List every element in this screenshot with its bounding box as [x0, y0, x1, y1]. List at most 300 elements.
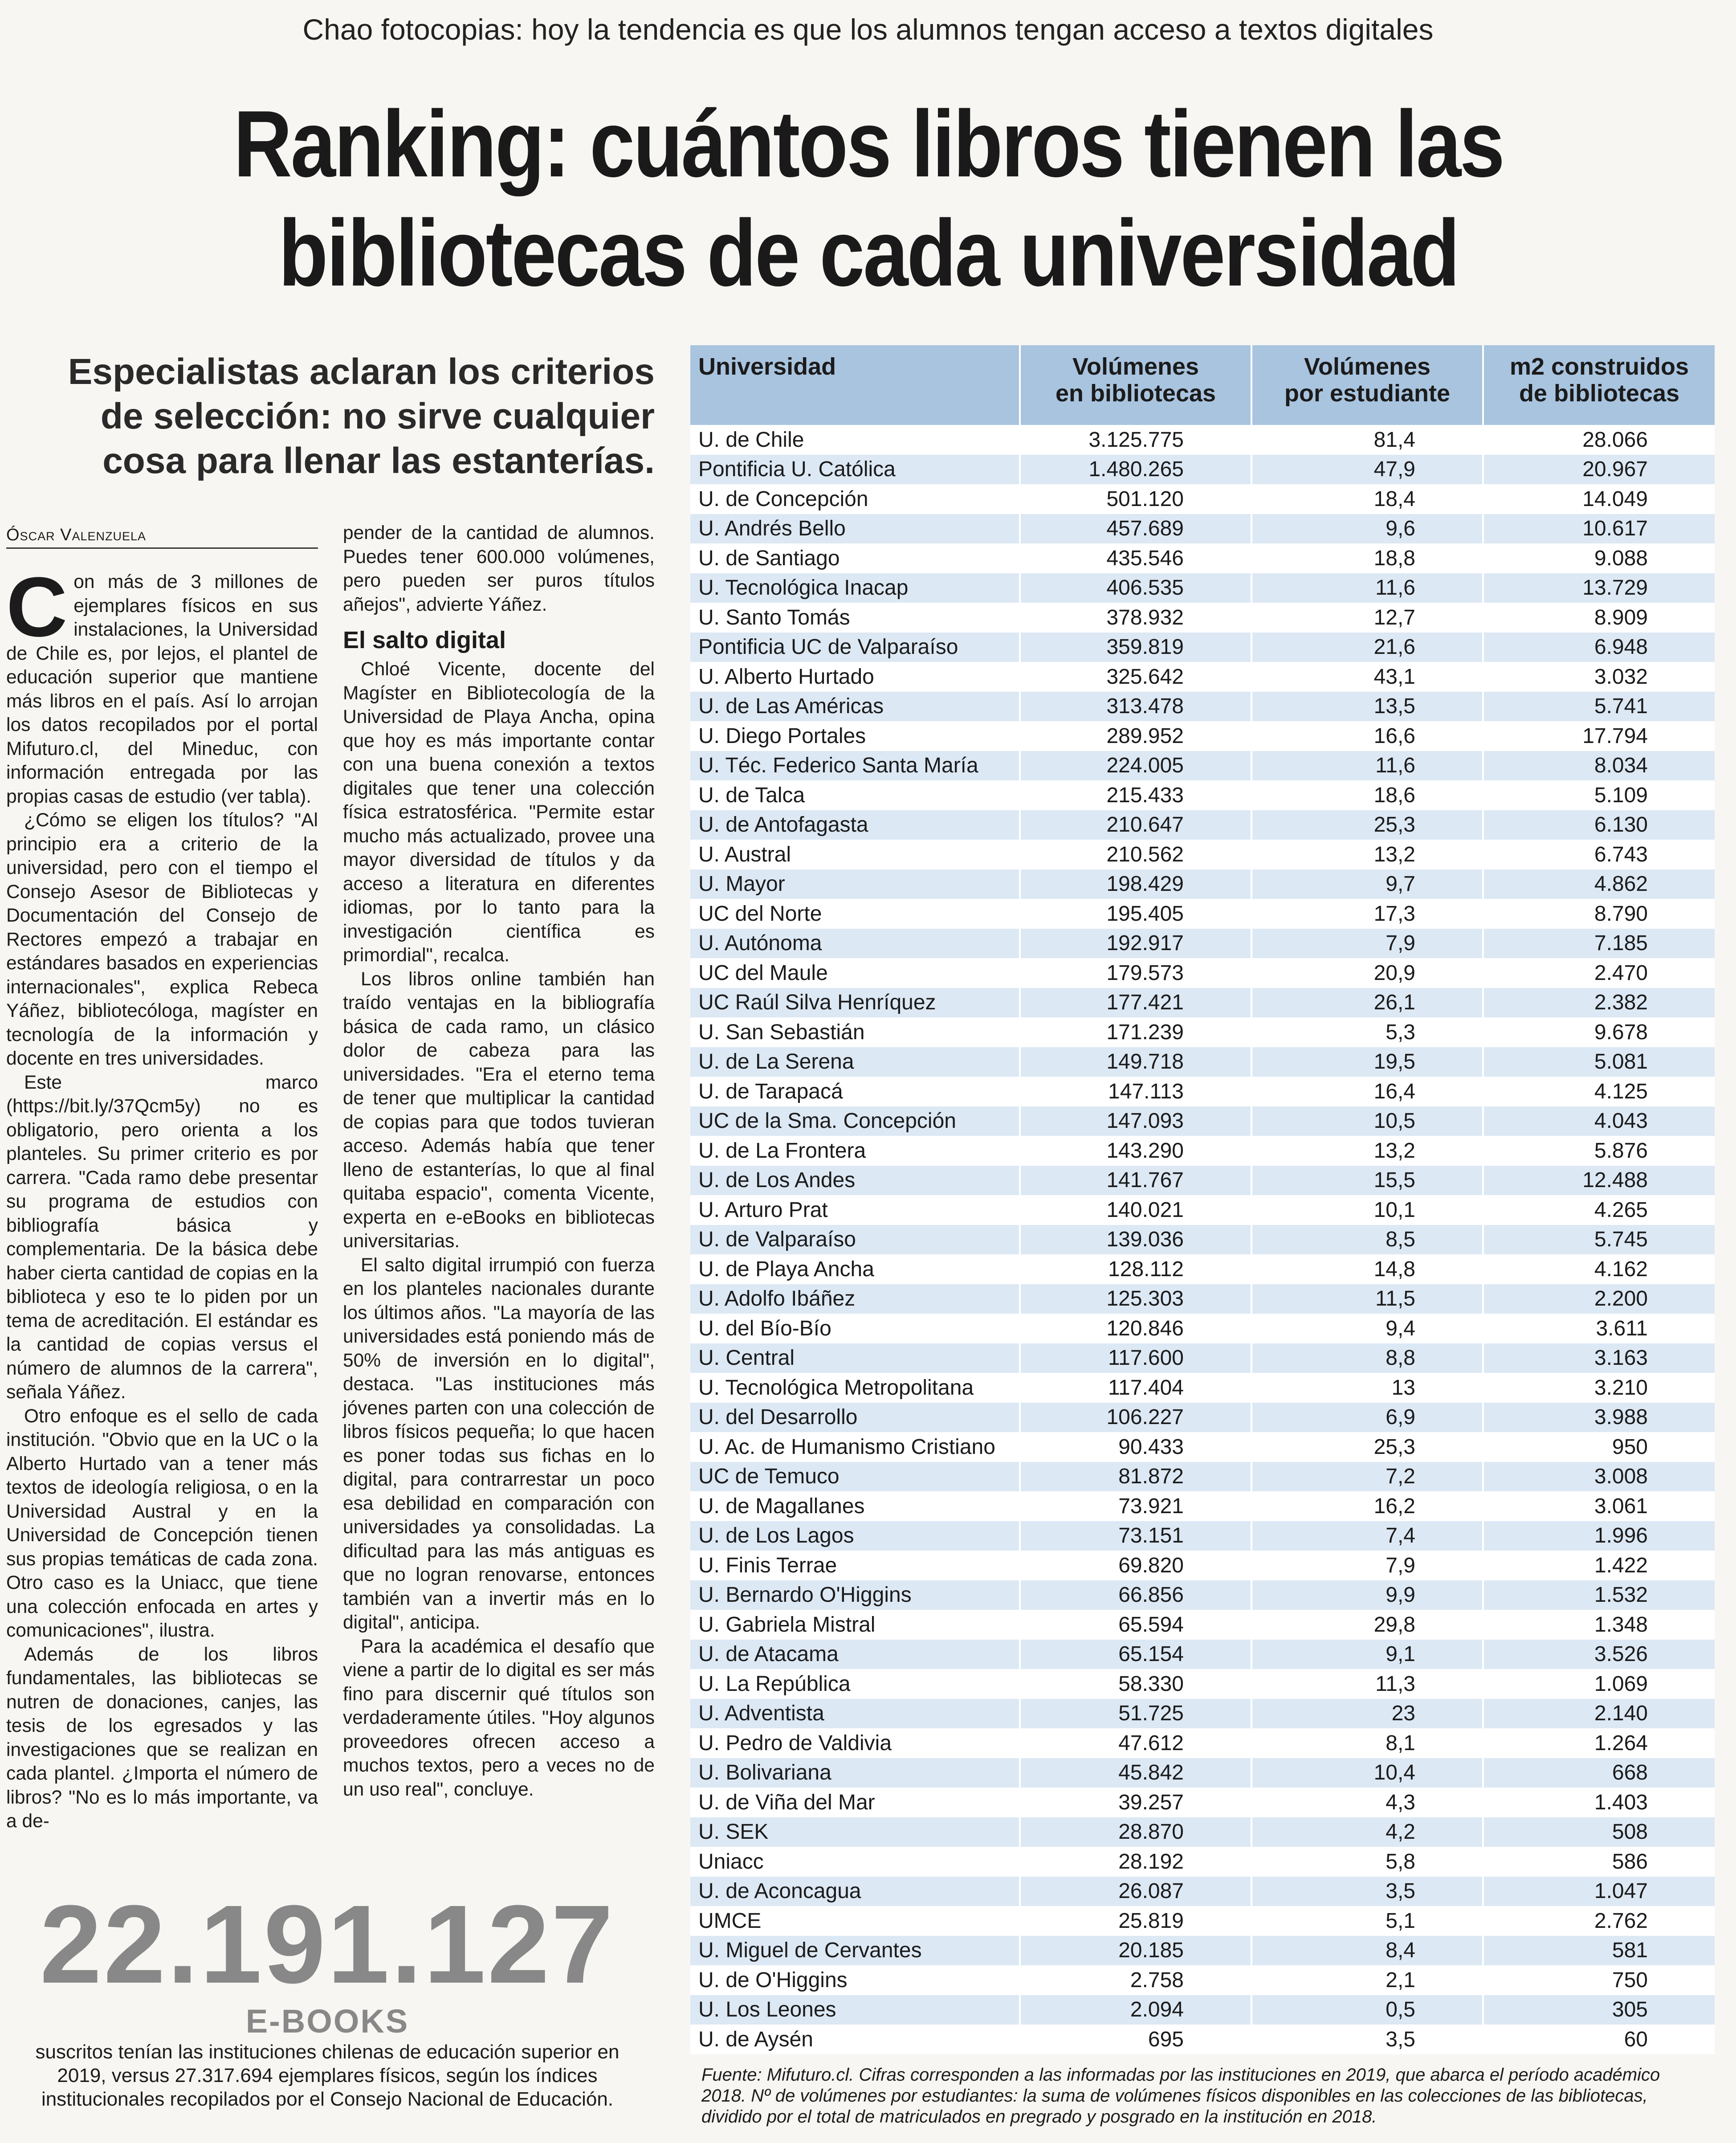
cell-universidad: U. del Bío-Bío	[690, 1314, 1020, 1343]
table-row	[690, 1728, 1715, 1758]
cell-volumenes-por-estudiante: 47,9	[1251, 455, 1483, 485]
cell-volumenes: 457.689	[1020, 514, 1251, 544]
cell-volumenes: 45.842	[1020, 1758, 1251, 1788]
table-row	[690, 1699, 1715, 1729]
table-row	[690, 1965, 1715, 1995]
table-row	[690, 1906, 1715, 1936]
cell-volumenes-por-estudiante: 6,9	[1251, 1403, 1483, 1433]
cell-universidad: Pontificia U. Católica	[690, 455, 1020, 485]
article-paragraph: Este marco (https://bit.ly/37Qcm5y) no es obligatorio, pero orienta a los planteles. Su primer criterio es por carrera. "Cada ramo debe presentar su programa de estudios con bibliografía básica y complementaria. De la básica debe haber cierta cantidad de copias en la biblioteca y eso te lo piden por un tema de acreditación. El estándar es la cantidad de copias versus el número de alumnos de la carrera", señala Yáñez.	[6, 1072, 318, 1403]
cell-m2: 8.909	[1483, 603, 1715, 633]
cell-universidad: U. SEK	[690, 1817, 1020, 1847]
table-row	[690, 1106, 1715, 1136]
cell-volumenes: 58.330	[1020, 1669, 1251, 1699]
cell-universidad: U. de La Serena	[690, 1047, 1020, 1077]
headline-line-2: bibliotecas de cada universidad	[278, 200, 1459, 306]
stat-label: E-BOOKS	[245, 2003, 409, 2040]
cell-volumenes: 149.718	[1020, 1047, 1251, 1077]
article-paragraph: Además de los libros fundamentales, las bibliotecas se nutren de donaciones, canjes, las tesis de los egresados y las investigaciones que se realizan en cada plantel. ¿Importa el número de libros? "No es lo más importante, va a de-	[6, 1644, 318, 1832]
header-universidad: Universidad	[690, 345, 1020, 425]
article-paragraph: El salto digital irrumpió con fuerza en los planteles nacionales durante los últimos años. "La mayoría de las universidades está poniendo más de 50% de inversión en lo digital", destaca. "Las instituciones más jóvenes parten con una colección de libros físicos pequeña; lo que hacen es poner todas sus fichas en lo digital, para contrarrestar un poco esa debilidad en comparación con universidades ya consolidadas. La dificultad para las más antiguas es que no logran renovarse, entonces también van a invertir más en lo digital", anticipa.	[343, 1254, 655, 1633]
cell-volumenes-por-estudiante: 7,2	[1251, 1462, 1483, 1492]
article-paragraph: pender de la cantidad de alumnos. Puedes tener 600.000 volúmenes, pero pueden ser puros títulos añejos", advierte Yáñez.	[343, 522, 655, 615]
cell-volumenes: 171.239	[1020, 1017, 1251, 1047]
cell-volumenes: 66.856	[1020, 1580, 1251, 1610]
cell-universidad: U. de Magallanes	[690, 1491, 1020, 1521]
table-row	[690, 958, 1715, 988]
table-row	[690, 869, 1715, 899]
cell-universidad: U. de Santiago	[690, 543, 1020, 573]
cell-volumenes: 69.820	[1020, 1551, 1251, 1580]
cell-universidad: UC de la Sma. Concepción	[690, 1106, 1020, 1136]
cell-universidad: U. de Las Américas	[690, 692, 1020, 722]
article-paragraph: ¿Cómo se eligen los títulos? "Al principio era a criterio de la universidad, pero con el tiempo el Consejo Asesor de Bibliotecas y Documentación del Consejo de Rectores empezó a trabajar en estándares basados en experiencias internacionales", explica Rebeca Yáñez, bibliotecóloga, magíster en tecnología de la información y docente en tres universidades.	[6, 810, 318, 1069]
cell-m2: 3.988	[1483, 1403, 1715, 1433]
cell-universidad: UMCE	[690, 1906, 1020, 1936]
cell-volumenes-por-estudiante: 16,2	[1251, 1491, 1483, 1521]
cell-m2: 5.741	[1483, 692, 1715, 722]
cell-universidad: U. de Aconcagua	[690, 1877, 1020, 1906]
table-row	[690, 2025, 1715, 2054]
table-row	[690, 1462, 1715, 1492]
table-row	[690, 1936, 1715, 1966]
cell-volumenes-por-estudiante: 2,1	[1251, 1965, 1483, 1995]
cell-volumenes-por-estudiante: 18,8	[1251, 543, 1483, 573]
cell-universidad: U. San Sebastián	[690, 1017, 1020, 1047]
article-paragraph: Chloé Vicente, docente del Magíster en Bibliotecología de la Universidad de Playa Ancha, opina que hoy es más importante contar con una buena conexión a textos digitales que tener una colección física estratosférica. "Permite estar mucho más actualizado, provee una mayor diversidad de títulos y da acceso a literatura en diferentes idiomas, por lo tanto para la investigación científica es primordial", recalca.	[343, 659, 655, 966]
cell-universidad: UC de Temuco	[690, 1462, 1020, 1492]
cell-volumenes-por-estudiante: 13,2	[1251, 840, 1483, 869]
cell-volumenes: 65.154	[1020, 1640, 1251, 1669]
cell-universidad: U. de Viña del Mar	[690, 1788, 1020, 1817]
cell-volumenes: 179.573	[1020, 958, 1251, 988]
cell-universidad: U. Miguel de Cervantes	[690, 1936, 1020, 1966]
cell-universidad: U. Alberto Hurtado	[690, 662, 1020, 692]
header-volumenes: Volúmenes en bibliotecas	[1020, 345, 1251, 425]
cell-volumenes-por-estudiante: 4,3	[1251, 1788, 1483, 1817]
table-row	[690, 810, 1715, 840]
cell-m2: 2.382	[1483, 988, 1715, 1018]
cell-universidad: U. Autónoma	[690, 929, 1020, 959]
table-row	[690, 455, 1715, 485]
cell-volumenes: 3.125.775	[1020, 425, 1251, 455]
article-column-1	[6, 560, 318, 1833]
table-row	[690, 662, 1715, 692]
cell-volumenes: 378.932	[1020, 603, 1251, 633]
cell-volumenes: 73.921	[1020, 1491, 1251, 1521]
cell-universidad: U. Diego Portales	[690, 721, 1020, 751]
cell-volumenes: 289.952	[1020, 721, 1251, 751]
cell-volumenes: 143.290	[1020, 1136, 1251, 1166]
table-row	[690, 543, 1715, 573]
table-row	[690, 514, 1715, 544]
cell-volumenes: 20.185	[1020, 1936, 1251, 1966]
cell-volumenes-por-estudiante: 5,3	[1251, 1017, 1483, 1047]
table-row	[690, 1758, 1715, 1788]
cell-m2: 508	[1483, 1817, 1715, 1847]
cell-universidad: U. Santo Tomás	[690, 603, 1020, 633]
cell-volumenes-por-estudiante: 25,3	[1251, 1432, 1483, 1462]
cell-volumenes-por-estudiante: 15,5	[1251, 1166, 1483, 1196]
table-row	[690, 1195, 1715, 1225]
cell-m2: 3.032	[1483, 662, 1715, 692]
cell-volumenes-por-estudiante: 16,6	[1251, 721, 1483, 751]
table-row	[690, 633, 1715, 662]
table-row	[690, 1136, 1715, 1166]
cell-volumenes-por-estudiante: 7,9	[1251, 1551, 1483, 1580]
cell-volumenes-por-estudiante: 16,4	[1251, 1077, 1483, 1106]
cell-volumenes-por-estudiante: 8,5	[1251, 1225, 1483, 1255]
dropcap: C	[6, 560, 68, 654]
table-row	[690, 1284, 1715, 1314]
table-row	[690, 573, 1715, 603]
cell-volumenes-por-estudiante: 18,4	[1251, 484, 1483, 514]
table-row	[690, 1551, 1715, 1580]
cell-volumenes: 147.093	[1020, 1106, 1251, 1136]
cell-volumenes: 210.562	[1020, 840, 1251, 869]
cell-volumenes-por-estudiante: 26,1	[1251, 988, 1483, 1018]
table-row	[690, 1314, 1715, 1343]
cell-universidad: U. Arturo Prat	[690, 1195, 1020, 1225]
article-paragraph: Con más de 3 millones de ejemplares físicos en sus instalaciones, la Universidad de Chile es, por lejos, el plantel de educación superior que mantiene más libros en el país. Así lo arrojan los datos recopilados por el portal Mifuturo.cl, del Mineduc, con información entregada por las propias casas de estudio (ver tabla).	[6, 560, 318, 807]
cell-volumenes: 28.192	[1020, 1847, 1251, 1877]
cell-m2: 668	[1483, 1758, 1715, 1788]
cell-m2: 1.348	[1483, 1610, 1715, 1640]
cell-volumenes-por-estudiante: 9,7	[1251, 869, 1483, 899]
cell-volumenes: 25.819	[1020, 1906, 1251, 1936]
cell-m2: 2.470	[1483, 958, 1715, 988]
table-row	[690, 1640, 1715, 1669]
cell-volumenes-por-estudiante: 8,8	[1251, 1343, 1483, 1373]
cell-volumenes: 224.005	[1020, 751, 1251, 781]
cell-volumenes-por-estudiante: 11,3	[1251, 1669, 1483, 1699]
cell-m2: 4.125	[1483, 1077, 1715, 1106]
headline-line-1: Ranking: cuántos libros tienen las	[233, 91, 1504, 196]
cell-m2: 1.264	[1483, 1728, 1715, 1758]
cell-volumenes: 81.872	[1020, 1462, 1251, 1492]
cell-volumenes: 147.113	[1020, 1077, 1251, 1106]
cell-volumenes: 128.112	[1020, 1254, 1251, 1284]
cell-volumenes-por-estudiante: 20,9	[1251, 958, 1483, 988]
cell-m2: 9.088	[1483, 543, 1715, 573]
cell-universidad: U. del Desarrollo	[690, 1403, 1020, 1433]
cell-universidad: U. de Los Andes	[690, 1166, 1020, 1196]
cell-universidad: U. Austral	[690, 840, 1020, 869]
cell-volumenes-por-estudiante: 18,6	[1251, 780, 1483, 810]
table-row	[690, 1017, 1715, 1047]
cell-volumenes-por-estudiante: 81,4	[1251, 425, 1483, 455]
cell-m2: 4.862	[1483, 869, 1715, 899]
cell-volumenes-por-estudiante: 14,8	[1251, 1254, 1483, 1284]
cell-m2: 8.790	[1483, 899, 1715, 929]
table-row	[690, 1432, 1715, 1462]
cell-universidad: U. de Antofagasta	[690, 810, 1020, 840]
cell-volumenes: 2.758	[1020, 1965, 1251, 1995]
cell-m2: 586	[1483, 1847, 1715, 1877]
cell-volumenes: 47.612	[1020, 1728, 1251, 1758]
table-row	[690, 1047, 1715, 1077]
cell-universidad: U. Tecnológica Inacap	[690, 573, 1020, 603]
cell-universidad: U. de Concepción	[690, 484, 1020, 514]
cell-m2: 3.611	[1483, 1314, 1715, 1343]
cell-volumenes: 2.094	[1020, 1995, 1251, 2025]
cell-m2: 14.049	[1483, 484, 1715, 514]
cell-volumenes-por-estudiante: 13,5	[1251, 692, 1483, 722]
cell-m2: 1.996	[1483, 1521, 1715, 1551]
cell-universidad: U. de Playa Ancha	[690, 1254, 1020, 1284]
cell-volumenes: 313.478	[1020, 692, 1251, 722]
cell-m2: 3.008	[1483, 1462, 1715, 1492]
cell-volumenes-por-estudiante: 3,5	[1251, 1877, 1483, 1906]
article-paragraph: Los libros online también han traído ventajas en la bibliografía básica de cada ramo, un clásico dolor de cabeza para las universidades. "Era el eterno tema de tener que multiplicar la cantidad de copias para que todos tuvieran acceso. Además había que tener lleno de estanterías, lo que al final quitaba espacio", comenta Vicente, experta en e-eBooks en bibliotecas universitarias.	[343, 968, 655, 1252]
article-paragraph: Otro enfoque es el sello de cada institución. "Obvio que en la UC o la Alberto Hurtado van a tener más textos de ideología religiosa, o en la Universidad Austral y en la Universidad de Concepción tienen sus propias temáticas de cada zona. Otro caso es la Uniacc, que tiene una colección enfocada en artes y comunicaciones", ilustra.	[6, 1405, 318, 1641]
cell-volumenes-por-estudiante: 11,5	[1251, 1284, 1483, 1314]
table-row	[690, 1225, 1715, 1255]
cell-volumenes: 695	[1020, 2025, 1251, 2054]
cell-m2: 17.794	[1483, 721, 1715, 751]
cell-m2: 581	[1483, 1936, 1715, 1966]
cell-universidad: U. Mayor	[690, 869, 1020, 899]
table-header-row	[690, 345, 1715, 425]
table-row	[690, 899, 1715, 929]
cell-m2: 7.185	[1483, 929, 1715, 959]
cell-volumenes: 39.257	[1020, 1788, 1251, 1817]
cell-m2: 1.532	[1483, 1580, 1715, 1610]
cell-volumenes: 26.087	[1020, 1877, 1251, 1906]
cell-volumenes: 501.120	[1020, 484, 1251, 514]
table-row	[690, 1877, 1715, 1906]
table-row	[690, 1166, 1715, 1196]
cell-m2: 3.526	[1483, 1640, 1715, 1669]
byline: Óscar Valenzuela	[6, 526, 318, 549]
cell-universidad: U. de Atacama	[690, 1640, 1020, 1669]
cell-universidad: U. Ac. de Humanismo Cristiano	[690, 1432, 1020, 1462]
cell-universidad: UC Raúl Silva Henríquez	[690, 988, 1020, 1018]
cell-volumenes-por-estudiante: 3,5	[1251, 2025, 1483, 2054]
cell-m2: 5.109	[1483, 780, 1715, 810]
headline	[179, 89, 1558, 307]
cell-volumenes-por-estudiante: 21,6	[1251, 633, 1483, 662]
cell-volumenes: 125.303	[1020, 1284, 1251, 1314]
cell-volumenes-por-estudiante: 9,4	[1251, 1314, 1483, 1343]
table-body	[690, 425, 1715, 2054]
cell-universidad: U. Bernardo O'Higgins	[690, 1580, 1020, 1610]
cell-universidad: U. Finis Terrae	[690, 1551, 1020, 1580]
cell-m2: 12.488	[1483, 1166, 1715, 1196]
cell-universidad: UC del Norte	[690, 899, 1020, 929]
cell-m2: 5.876	[1483, 1136, 1715, 1166]
article-paragraph: Para la académica el desafío que viene a partir de lo digital es ser más fino para discernir qué títulos son verdaderamente útiles. "Hoy algunos proveedores ofrecen acceso a muchos textos, pero a veces no de un uso real", concluye.	[343, 1636, 655, 1800]
cell-m2: 3.061	[1483, 1491, 1715, 1521]
cell-volumenes: 198.429	[1020, 869, 1251, 899]
cell-universidad: U. Téc. Federico Santa María	[690, 751, 1020, 781]
cell-m2: 3.163	[1483, 1343, 1715, 1373]
cell-volumenes: 215.433	[1020, 780, 1251, 810]
cell-m2: 8.034	[1483, 751, 1715, 781]
ranking-table-container	[690, 345, 1715, 2054]
cell-volumenes: 1.480.265	[1020, 455, 1251, 485]
kicker: Chao fotocopias: hoy la tendencia es que los alumnos tengan acceso a textos digitales	[302, 13, 1434, 46]
cell-universidad: U. de Valparaíso	[690, 1225, 1020, 1255]
cell-m2: 1.069	[1483, 1669, 1715, 1699]
table-row	[690, 1995, 1715, 2025]
cell-volumenes-por-estudiante: 10,4	[1251, 1758, 1483, 1788]
cell-universidad: U. Bolivariana	[690, 1758, 1020, 1788]
cell-universidad: U. de Chile	[690, 425, 1020, 455]
table-row	[690, 1610, 1715, 1640]
cell-volumenes-por-estudiante: 12,7	[1251, 603, 1483, 633]
table-row	[690, 1669, 1715, 1699]
cell-volumenes: 195.405	[1020, 899, 1251, 929]
cell-volumenes: 435.546	[1020, 543, 1251, 573]
table-footnote: Fuente: Mifuturo.cl. Cifras corresponden a las informadas por las instituciones en 2019, que abarca el período académico 2018. Nº de volúmenes por estudiantes: la suma de volúmenes físicos disponibles en las colecciones de las bibliotecas, dividido por el total de matriculados en pregrado y posgrado en la institución en 2018.	[701, 2065, 1660, 2127]
cell-m2: 1.422	[1483, 1551, 1715, 1580]
cell-universidad: U. Pedro de Valdivia	[690, 1728, 1020, 1758]
cell-m2: 950	[1483, 1432, 1715, 1462]
cell-m2: 4.265	[1483, 1195, 1715, 1225]
table-row	[690, 1788, 1715, 1817]
table-row	[690, 780, 1715, 810]
ranking-table	[690, 345, 1715, 2054]
cell-universidad: U. Andrés Bello	[690, 514, 1020, 544]
table-row	[690, 929, 1715, 959]
table-row	[690, 1254, 1715, 1284]
cell-m2: 6.130	[1483, 810, 1715, 840]
cell-volumenes-por-estudiante: 8,4	[1251, 1936, 1483, 1966]
cell-universidad: U. de Aysén	[690, 2025, 1020, 2054]
table-row	[690, 1077, 1715, 1106]
table-row	[690, 1373, 1715, 1403]
cell-volumenes-por-estudiante: 0,5	[1251, 1995, 1483, 2025]
cell-volumenes-por-estudiante: 43,1	[1251, 662, 1483, 692]
cell-volumenes: 406.535	[1020, 573, 1251, 603]
cell-volumenes-por-estudiante: 25,3	[1251, 810, 1483, 840]
cell-m2: 13.729	[1483, 573, 1715, 603]
cell-volumenes-por-estudiante: 17,3	[1251, 899, 1483, 929]
cell-volumenes: 325.642	[1020, 662, 1251, 692]
cell-m2: 5.745	[1483, 1225, 1715, 1255]
cell-universidad: Pontificia UC de Valparaíso	[690, 633, 1020, 662]
cell-volumenes: 139.036	[1020, 1225, 1251, 1255]
cell-universidad: Uniacc	[690, 1847, 1020, 1877]
cell-universidad: U. Adventista	[690, 1699, 1020, 1729]
cell-m2: 6.948	[1483, 633, 1715, 662]
cell-volumenes-por-estudiante: 9,9	[1251, 1580, 1483, 1610]
cell-volumenes: 117.600	[1020, 1343, 1251, 1373]
table-row	[690, 1847, 1715, 1877]
stat-number: 22.191.127	[40, 1882, 615, 2006]
cell-m2: 6.743	[1483, 840, 1715, 869]
cell-volumenes-por-estudiante: 13,2	[1251, 1136, 1483, 1166]
cell-volumenes-por-estudiante: 9,1	[1251, 1640, 1483, 1669]
cell-volumenes: 140.021	[1020, 1195, 1251, 1225]
cell-volumenes: 177.421	[1020, 988, 1251, 1018]
table-row	[690, 1521, 1715, 1551]
cell-volumenes-por-estudiante: 5,1	[1251, 1906, 1483, 1936]
table-row	[690, 840, 1715, 869]
cell-m2: 1.403	[1483, 1788, 1715, 1817]
table-row	[690, 751, 1715, 781]
cell-volumenes-por-estudiante: 19,5	[1251, 1047, 1483, 1077]
cell-m2: 60	[1483, 2025, 1715, 2054]
header-m2-construidos: m2 construidos de bibliotecas	[1483, 345, 1715, 425]
cell-volumenes-por-estudiante: 29,8	[1251, 1610, 1483, 1640]
table-row	[690, 1817, 1715, 1847]
cell-volumenes: 210.647	[1020, 810, 1251, 840]
cell-m2: 750	[1483, 1965, 1715, 1995]
cell-volumenes-por-estudiante: 4,2	[1251, 1817, 1483, 1847]
cell-universidad: U. de La Frontera	[690, 1136, 1020, 1166]
cell-volumenes: 73.151	[1020, 1521, 1251, 1551]
cell-volumenes-por-estudiante: 23	[1251, 1699, 1483, 1729]
cell-m2: 9.678	[1483, 1017, 1715, 1047]
cell-volumenes: 192.917	[1020, 929, 1251, 959]
cell-volumenes: 117.404	[1020, 1373, 1251, 1403]
table-row	[690, 1403, 1715, 1433]
cell-volumenes: 106.227	[1020, 1403, 1251, 1433]
table-row	[690, 425, 1715, 455]
table-row	[690, 1580, 1715, 1610]
cell-universidad: U. Los Leones	[690, 1995, 1020, 2025]
cell-m2: 2.762	[1483, 1906, 1715, 1936]
table-row	[690, 988, 1715, 1018]
cell-m2: 305	[1483, 1995, 1715, 2025]
cell-universidad: UC del Maule	[690, 958, 1020, 988]
table-row	[690, 1491, 1715, 1521]
cell-universidad: U. de Tarapacá	[690, 1077, 1020, 1106]
cell-volumenes-por-estudiante: 10,1	[1251, 1195, 1483, 1225]
cell-volumenes-por-estudiante: 11,6	[1251, 573, 1483, 603]
cell-volumenes-por-estudiante: 9,6	[1251, 514, 1483, 544]
cell-m2: 5.081	[1483, 1047, 1715, 1077]
cell-m2: 4.162	[1483, 1254, 1715, 1284]
cell-universidad: U. Tecnológica Metropolitana	[690, 1373, 1020, 1403]
cell-volumenes: 90.433	[1020, 1432, 1251, 1462]
cell-m2: 28.066	[1483, 425, 1715, 455]
cell-universidad: U. de Los Lagos	[690, 1521, 1020, 1551]
cell-m2: 1.047	[1483, 1877, 1715, 1906]
cell-m2: 2.200	[1483, 1284, 1715, 1314]
cell-universidad: U. La República	[690, 1669, 1020, 1699]
cell-m2: 2.140	[1483, 1699, 1715, 1729]
cell-m2: 10.617	[1483, 514, 1715, 544]
cell-m2: 20.967	[1483, 455, 1715, 485]
cell-volumenes-por-estudiante: 8,1	[1251, 1728, 1483, 1758]
cell-volumenes-por-estudiante: 7,4	[1251, 1521, 1483, 1551]
cell-universidad: U. Central	[690, 1343, 1020, 1373]
cell-volumenes: 65.594	[1020, 1610, 1251, 1640]
cell-volumenes: 51.725	[1020, 1699, 1251, 1729]
cell-m2: 3.210	[1483, 1373, 1715, 1403]
cell-volumenes-por-estudiante: 13	[1251, 1373, 1483, 1403]
subhead: El salto digital	[343, 627, 506, 653]
table-row	[690, 692, 1715, 722]
article-column-2	[343, 521, 655, 1801]
header-volumenes-por-estudiante: Volúmenes por estudiante	[1251, 345, 1483, 425]
cell-universidad: U. de Talca	[690, 780, 1020, 810]
cell-volumenes-por-estudiante: 7,9	[1251, 929, 1483, 959]
deck: Especialistas aclaran los criterios de selección: no sirve cualquier cosa para llenar las estanterías.	[68, 351, 655, 481]
table-row	[690, 603, 1715, 633]
cell-universidad: U. Gabriela Mistral	[690, 1610, 1020, 1640]
table-row	[690, 721, 1715, 751]
cell-volumenes: 141.767	[1020, 1166, 1251, 1196]
table-row	[690, 1343, 1715, 1373]
cell-universidad: U. Adolfo Ibáñez	[690, 1284, 1020, 1314]
table-row	[690, 484, 1715, 514]
cell-volumenes-por-estudiante: 11,6	[1251, 751, 1483, 781]
cell-volumenes-por-estudiante: 5,8	[1251, 1847, 1483, 1877]
